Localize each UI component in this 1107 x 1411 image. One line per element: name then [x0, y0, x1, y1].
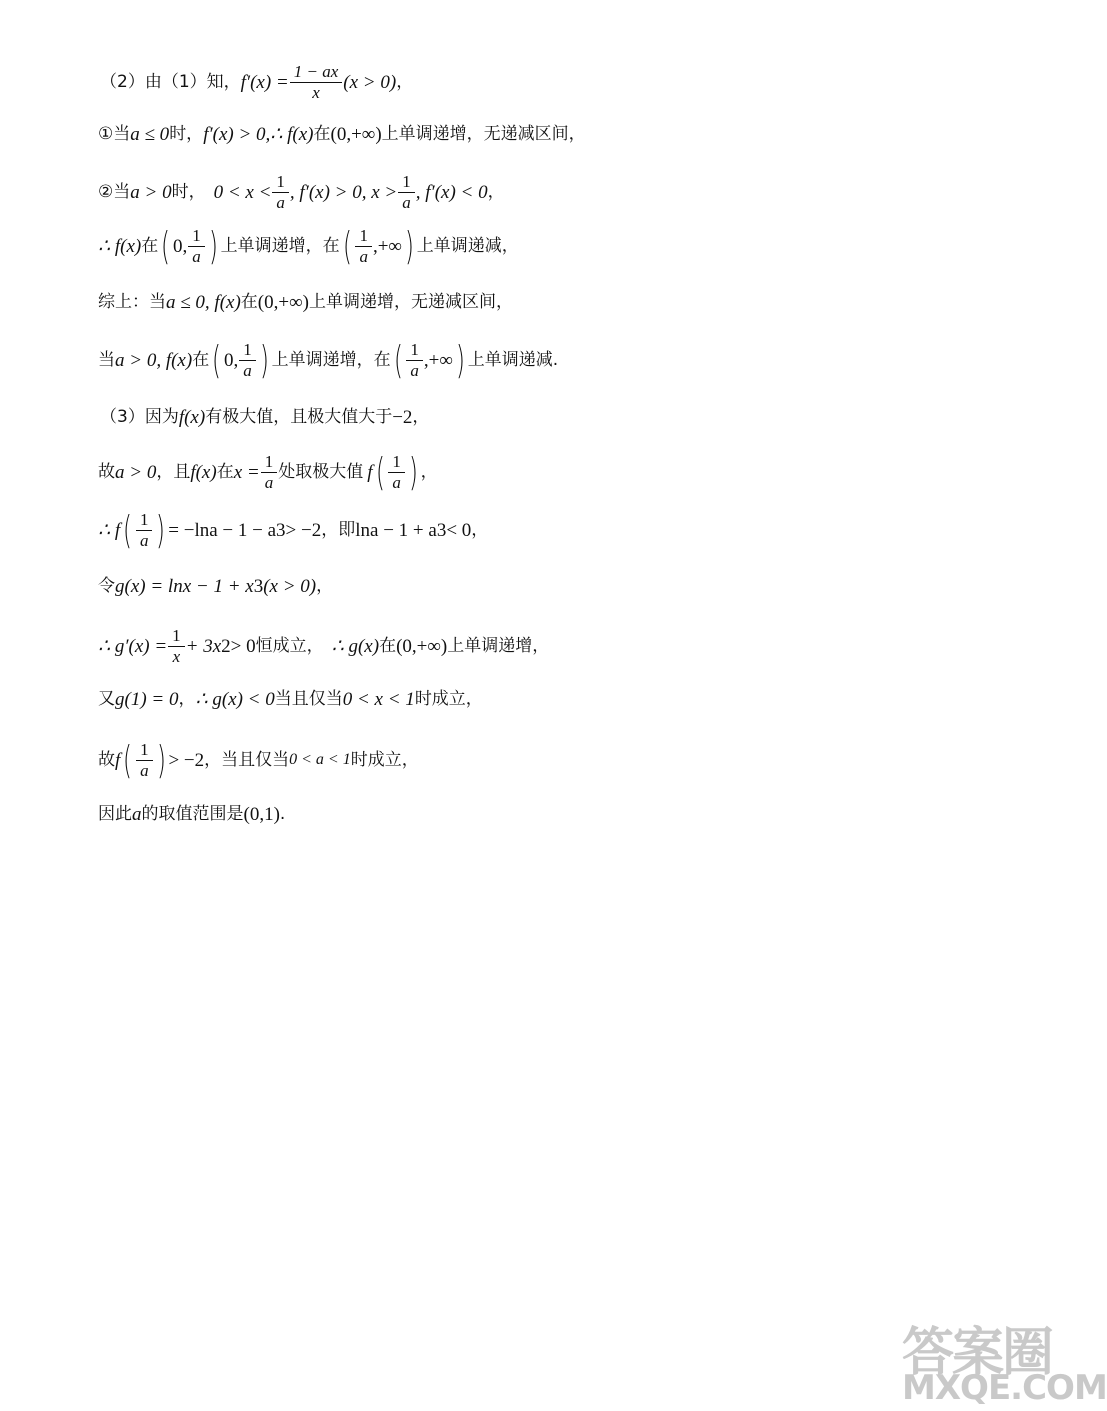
numerator: 1 — [264, 452, 274, 471]
math: f(x) — [190, 461, 217, 483]
text: （2）由（1）知， — [100, 71, 241, 92]
math: 0 < a < 1 — [289, 751, 351, 769]
math: a ≤ 0, f(x) — [166, 292, 241, 313]
math: > 0 — [230, 635, 256, 657]
exponent: 2 — [221, 635, 231, 657]
solution-line-7 — [100, 408, 429, 427]
math: ∴ g′(x) = — [98, 635, 168, 657]
numerator: 1 — [192, 226, 201, 245]
solution-line-13 — [98, 737, 419, 782]
math: (0,+∞) — [257, 292, 309, 313]
solution-line-14 — [98, 805, 285, 824]
math: ∴ f — [98, 519, 121, 541]
text: （3）因为 — [100, 407, 179, 427]
text: 又 — [98, 689, 115, 709]
text: 时成立， — [414, 689, 483, 709]
fraction — [408, 340, 421, 380]
numerator: 1 — [392, 452, 401, 471]
fraction — [390, 452, 403, 492]
solution-line-1 — [100, 62, 413, 102]
exponent: 3 — [436, 519, 447, 541]
fraction — [241, 340, 254, 380]
text: 故 — [98, 461, 115, 482]
numerator: 1 — [410, 340, 419, 359]
right-paren: ) — [408, 449, 418, 494]
exponent: 3 — [276, 519, 286, 541]
right-paren: ) — [404, 223, 414, 268]
math: g(1) = 0 — [115, 689, 179, 710]
numerator: 1 − ax — [293, 62, 339, 81]
text: ②当 — [98, 181, 131, 202]
math: < 0 — [446, 519, 472, 541]
denominator: a — [188, 246, 205, 267]
math: ∴ f(x) — [98, 235, 142, 257]
fraction — [138, 740, 151, 780]
watermark-cn: 答案圈 — [902, 1323, 1053, 1383]
right-paren: ) — [156, 737, 166, 782]
right-paren: ) — [259, 337, 269, 382]
fraction — [190, 226, 203, 266]
fraction — [400, 172, 413, 212]
denominator: a — [272, 192, 289, 213]
math: f — [367, 461, 373, 483]
text: 在 — [141, 235, 159, 256]
exponent: 3 — [253, 576, 264, 597]
math: (x > 0) — [263, 576, 317, 597]
solution-line-10 — [98, 577, 333, 596]
numerator: 1 — [359, 226, 368, 245]
text: 处取极大值 — [278, 461, 364, 482]
left-paren: ( — [123, 737, 133, 782]
fraction — [263, 452, 276, 492]
text: ， — [420, 461, 438, 482]
text: 时成立， — [350, 749, 419, 770]
text: 令 — [98, 576, 115, 596]
text: 当且仅当 — [274, 689, 343, 709]
text: 上单调递增，无递减区间， — [381, 124, 586, 144]
text: 恒成立， — [255, 635, 324, 656]
fraction — [170, 626, 183, 666]
text: ， — [412, 407, 430, 427]
text: ， — [316, 576, 334, 596]
solution-line-4 — [98, 223, 519, 268]
fraction — [292, 62, 341, 102]
text: 上单调递增， — [447, 635, 550, 656]
math: ,+∞ — [423, 349, 453, 371]
math: > −2 — [285, 519, 322, 541]
math: ∴ g(x) — [331, 635, 380, 657]
math: −2 — [392, 407, 413, 428]
right-paren: ) — [455, 337, 465, 382]
solution-line-8 — [98, 449, 438, 494]
numerator: 1 — [402, 172, 411, 191]
text: 时， — [171, 181, 206, 202]
denominator: a — [136, 530, 153, 551]
fraction — [138, 510, 151, 550]
left-paren: ( — [342, 223, 352, 268]
text: 时， — [169, 124, 204, 144]
text: 在 — [313, 124, 331, 144]
left-paren: ( — [123, 507, 132, 552]
numerator: 1 — [139, 510, 149, 529]
watermark-en: MXQE.COM — [902, 1368, 1107, 1408]
text: ①当 — [98, 124, 131, 144]
denominator: a — [355, 246, 372, 267]
text: ， — [396, 71, 414, 92]
math: > −2 — [168, 749, 205, 771]
text: 在 — [379, 635, 397, 656]
math: (0,1) — [243, 804, 280, 825]
math: a > 0 — [115, 461, 157, 483]
denominator: x — [290, 82, 343, 103]
numerator: 1 — [276, 172, 285, 191]
math: f′(x) > 0,∴ f(x) — [203, 124, 314, 145]
denominator: a — [136, 760, 153, 781]
math: 0 < x < — [213, 181, 272, 203]
denominator: a — [388, 472, 405, 493]
math: (0,+∞) — [396, 635, 448, 657]
math: (x > 0) — [343, 71, 397, 93]
denominator: a — [239, 360, 256, 381]
math: ∴ g(x) < 0 — [195, 689, 275, 710]
math: 0 < x < 1 — [342, 689, 415, 710]
left-paren: ( — [393, 337, 403, 382]
left-paren: ( — [375, 449, 385, 494]
math: lna − 1 + a — [355, 519, 437, 541]
denominator: x — [168, 646, 185, 667]
numerator: 1 — [243, 340, 252, 359]
text: 上单调递增，在 — [271, 349, 391, 370]
denominator: a — [261, 472, 278, 493]
solution-line-9 — [98, 507, 489, 552]
text: 当 — [98, 349, 115, 370]
math: f(x) — [178, 407, 206, 428]
solution-line-12 — [98, 690, 483, 709]
text: ，且 — [156, 461, 191, 482]
math: (0,+∞) — [330, 124, 382, 145]
text: 因此 — [98, 804, 132, 824]
right-paren: ) — [156, 507, 166, 552]
text: 在 — [192, 349, 210, 370]
math: f — [115, 749, 121, 771]
text: 故 — [98, 749, 115, 770]
text: 有极大值，且极大值大于 — [205, 407, 393, 427]
text: . — [279, 804, 286, 824]
denominator: a — [406, 360, 423, 381]
math: g(x) = lnx − 1 + x — [115, 576, 254, 597]
math: + 3x — [185, 635, 222, 657]
solution-line-5 — [98, 293, 513, 312]
text: ， — [178, 689, 196, 709]
math: a > 0, f(x) — [115, 349, 193, 371]
math: a — [132, 804, 142, 825]
fraction — [357, 226, 370, 266]
text: ，即 — [321, 519, 356, 540]
numerator: 1 — [140, 740, 149, 759]
math: ,+∞ — [372, 235, 402, 257]
left-paren: ( — [161, 223, 171, 268]
math: f′(x) = — [240, 71, 289, 93]
math: 0, — [173, 235, 188, 257]
fraction — [274, 172, 287, 212]
text: ， — [471, 519, 489, 540]
text: 综上：当 — [98, 292, 166, 312]
text: ， — [487, 181, 505, 202]
text: 的取值范围是 — [141, 804, 244, 824]
solution-line-11 — [98, 626, 549, 666]
math: , f′(x) > 0, x > — [289, 181, 398, 203]
solution-line-3 — [98, 172, 505, 212]
text: 在 — [240, 292, 258, 312]
math: a ≤ 0 — [130, 124, 170, 145]
left-paren: ( — [212, 337, 222, 382]
text: 上单调递增，无递减区间， — [308, 292, 513, 312]
text: 在 — [216, 461, 234, 482]
math: a > 0 — [130, 181, 172, 203]
denominator: a — [398, 192, 415, 213]
right-paren: ) — [208, 223, 218, 268]
text: 上单调递增，在 — [220, 235, 340, 256]
text: 上单调递减， — [416, 235, 519, 256]
math: = −lna − 1 − a — [168, 519, 277, 541]
solution-line-2 — [98, 125, 586, 144]
math: 0, — [224, 349, 239, 371]
math: x = — [233, 461, 260, 483]
numerator: 1 — [172, 626, 181, 645]
solution-line-6 — [98, 337, 559, 382]
watermark-logo — [902, 1310, 1107, 1410]
text: 上单调递减. — [467, 349, 559, 370]
math: , f′(x) < 0 — [415, 181, 488, 203]
text: ，当且仅当 — [204, 749, 290, 770]
